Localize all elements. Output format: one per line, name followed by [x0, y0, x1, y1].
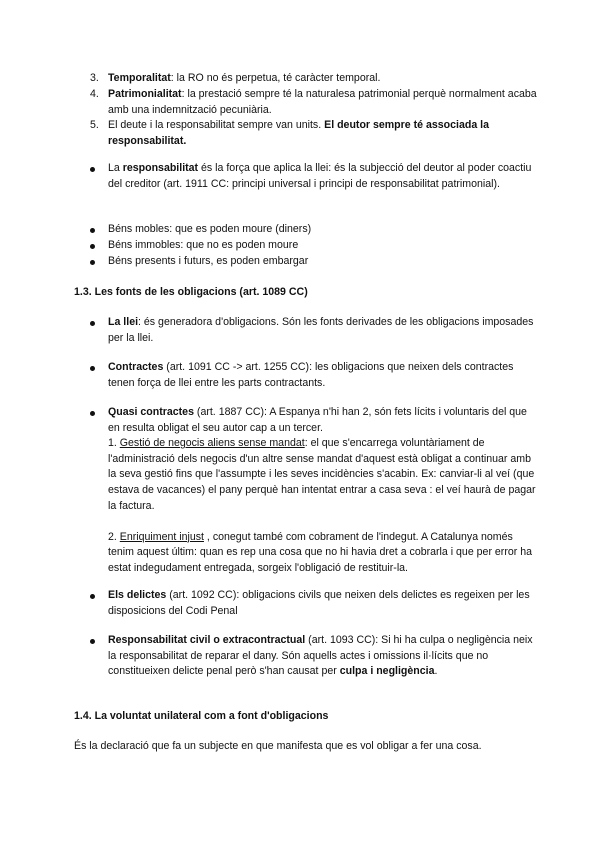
text: (art. 1091 CC -> art. 1255 CC): les obligacions que neixen dels contractes tenen força de llei entre les parts contractants.: [108, 361, 514, 389]
term: Contractes: [108, 361, 164, 373]
list-number: 5.: [90, 119, 99, 131]
sub-title: Gestió de negocis aliens sense mandat: [119, 437, 305, 450]
sub-number: 1.: [108, 437, 120, 450]
item-title: Temporalitat: [108, 72, 171, 84]
term: Quasi contractes: [108, 406, 194, 418]
paragraph-voluntat: És la declaració que fa un subjecte en que manifesta que es vol obligar a fer una cosa.: [74, 740, 482, 752]
item-text: : la prestació sempre té la naturalesa patrimonial perquè normalment acaba amb una indemnització pecuniària.: [108, 88, 537, 116]
bullet-icon: [90, 321, 95, 326]
text: (art. 1092 CC): obligacions civils que neixen dels delictes es regeixen per les disposicions del Codi Penal: [108, 589, 530, 617]
quasi-enriquiment: [108, 530, 538, 577]
bullet-icon: [90, 639, 95, 644]
list-number: 4.: [90, 88, 99, 100]
bullet-icon: [90, 366, 95, 371]
bullet-bens-presents: Béns presents i futurs, es poden embargar: [108, 255, 309, 267]
list-item-temporalitat: [108, 71, 538, 87]
term: responsabilitat: [122, 162, 199, 174]
term: culpa i negligència: [339, 665, 435, 678]
bullet-responsabilitat: [108, 161, 538, 192]
term: Responsabilitat civil o extracontractual: [108, 634, 306, 646]
bullet-responsabilitat-civil: [108, 633, 538, 680]
list-item-patrimonialitat: [108, 87, 538, 118]
text: .: [434, 665, 438, 678]
bullet-bens-mobles: Béns mobles: que es poden moure (diners): [108, 223, 312, 235]
text: és la força que aplica la llei: és la subjecció del deutor al poder coactiu del creditor (art. 1911 CC: principi universal i principi de responsabilitat patrimonial).: [108, 162, 532, 190]
item-title: Patrimonialitat: [108, 88, 182, 100]
bullet-icon: [90, 411, 95, 416]
sub-number: 2.: [108, 530, 120, 543]
list-number: 3.: [90, 72, 99, 84]
section-heading-1-3: 1.3. Les fonts de les obligacions (art. 1089 CC): [74, 286, 308, 298]
text: : és generadora d'obligacions. Són les fonts derivades de les obligacions imposades per la llei.: [108, 316, 534, 344]
item-bold: El deutor sempre té associada la responsabilitat.: [108, 119, 489, 147]
term: La llei: [108, 316, 139, 328]
sub-title: Enriquiment injust: [119, 530, 204, 543]
bullet-icon: [90, 228, 95, 233]
term: Els delictes: [108, 589, 167, 601]
item-text: : la RO no és perpetua, té caràcter temporal.: [170, 72, 381, 84]
section-heading-1-4: 1.4. La voluntat unilateral com a font d'obligacions: [74, 710, 329, 722]
bullet-bens-immobles: Béns immobles: que no es poden moure: [108, 239, 299, 251]
bullet-icon: [90, 167, 95, 172]
bullet-contractes: [108, 360, 538, 391]
text: : el que s'encarrega voluntàriament de l'administració dels negocis d'un altre sense mandat d'aquest està obligat a continuar amb la seva gestió fins que l'assumpte i les seves incidències s'acabin. Ex: canviar-li al veí (que estava de vacances) el pany perquè han intentat entrar a casa seva : el veí haurà de pagar la factura.: [108, 437, 536, 512]
text: (art. 1093 CC): Si hi ha culpa o negligència neix la responsabilitat de reparar el dany. Són aquells actes i omissions il·lícits que no constitueixen delicte penal però s'han causat per: [108, 634, 533, 678]
item-text: El deute i la responsabilitat sempre van units.: [108, 119, 325, 131]
bullet-icon: [90, 260, 95, 265]
text: (art. 1887 CC): A Espanya n'hi han 2, són fets lícits i voluntaris del que en resulta obligat el seu autor cap a un tercer.: [108, 406, 527, 434]
bullet-delictes: [108, 588, 538, 619]
text: , conegut també com cobrament de l'indegut. A Catalunya només tenim aquest últim: quan es rep una cosa que no hi havia dret a cobrarla i que per error ha estat indegudament entregada, sorgeix l'obligació de restituir-la.: [108, 530, 533, 574]
bullet-icon: [90, 594, 95, 599]
text: La: [108, 162, 123, 174]
bullet-icon: [90, 244, 95, 249]
quasi-gestio: [108, 436, 538, 514]
bullet-quasi-contractes: [108, 405, 538, 577]
list-item-deute: [108, 118, 538, 149]
bullet-llei: [108, 315, 538, 346]
